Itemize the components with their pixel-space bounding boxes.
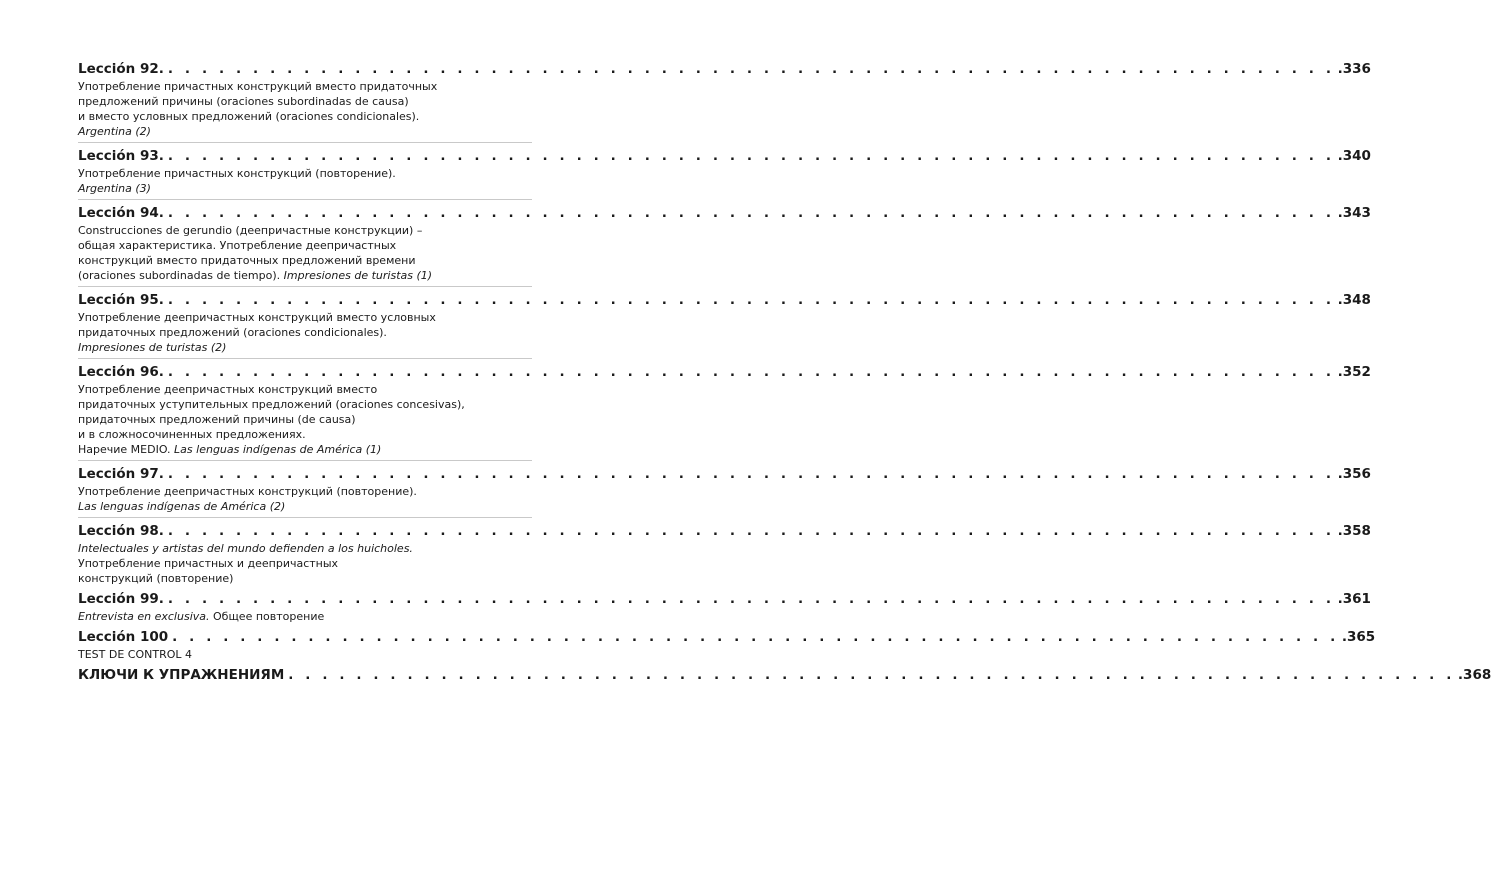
description-line	[78, 94, 532, 109]
description-line	[78, 382, 532, 397]
toc-page-number: .368	[1457, 667, 1491, 683]
toc-entry-description	[78, 484, 532, 514]
toc-entry[interactable]	[78, 60, 1371, 143]
toc-entry-answer-keys[interactable]	[78, 666, 1491, 685]
toc-entry-description	[78, 382, 532, 457]
description-line	[78, 253, 532, 268]
toc-entry-header	[78, 590, 1371, 609]
description-line	[78, 109, 532, 124]
description-line	[78, 499, 532, 514]
description-line	[78, 223, 532, 238]
italic-text: Las lenguas indígenas de América (2)	[78, 500, 286, 513]
italic-text: Las lenguas indígenas de América (1)	[174, 443, 382, 456]
description-line	[78, 556, 532, 571]
text: (oraciones subordinadas de tiempo).	[78, 269, 284, 282]
toc-entries	[78, 60, 1376, 662]
text: Общее повторение	[213, 610, 325, 623]
toc-entry-description	[78, 166, 532, 196]
toc-entry-header	[78, 204, 1371, 223]
toc-entry-header	[78, 628, 1376, 647]
toc-page-number: .361	[1337, 591, 1371, 607]
dot-leader: . . . . . . . . . . . . . . . . . . . . . . . . . . . . . . . . . . . . . . . . . . . . . . . . . . . . . . . . . . . . . . . . . . . . .	[167, 205, 1335, 221]
toc-entry-description	[78, 541, 532, 586]
toc-entry[interactable]	[78, 628, 1376, 662]
toc-entry-header	[78, 60, 1371, 79]
description-line	[78, 268, 532, 283]
description-line	[78, 484, 532, 499]
italic-text: Argentina (2)	[78, 125, 151, 138]
toc-entry-title: Lección 96.	[78, 364, 164, 380]
toc-entry[interactable]	[78, 363, 1371, 461]
italic-text: Impresiones de turistas (2)	[78, 341, 227, 354]
text: Употребление деепричастных конструкций вместо	[78, 383, 378, 396]
toc-entry-description	[78, 647, 532, 662]
toc-page-number: .356	[1337, 466, 1371, 482]
italic-text: Impresiones de turistas (1)	[283, 269, 433, 282]
text: Употребление причастных конструкций (повторение).	[78, 167, 396, 180]
toc-entry-header	[78, 363, 1371, 382]
toc-page-number: .336	[1337, 61, 1371, 77]
dot-leader: . . . . . . . . . . . . . . . . . . . . . . . . . . . . . . . . . . . . . . . . . . . . . . . . . . . . . . . . . . . . . . . . . . . . .	[167, 364, 1335, 380]
dot-leader: . . . . . . . . . . . . . . . . . . . . . . . . . . . . . . . . . . . . . . . . . . . . . . . . . . . . . . . . . . . . . . . . . . . . .	[167, 523, 1335, 539]
toc-entry-title: Lección 95.	[78, 292, 164, 308]
toc-entry-description	[78, 310, 532, 355]
text: Употребление деепричастных конструкций вместо условных	[78, 311, 436, 324]
description-line	[78, 325, 532, 340]
toc-page-number: .340	[1337, 148, 1371, 164]
toc-entry[interactable]	[78, 291, 1371, 359]
dot-leader: . . . . . . . . . . . . . . . . . . . . . . . . . . . . . . . . . . . . . . . . . . . . . . . . . . . . . . . . . . . . . . . . . . . . .	[167, 292, 1335, 308]
toc-entry-title: Lección 100	[78, 629, 169, 645]
toc-entry-title: Lección 92.	[78, 61, 164, 77]
description-line	[78, 166, 532, 181]
italic-text: Argentina (3)	[78, 182, 151, 195]
description-line	[78, 571, 532, 586]
dot-leader: . . . . . . . . . . . . . . . . . . . . . . . . . . . . . . . . . . . . . . . . . . . . . . . . . . . . . . . . . . . . . . . . . . . . .	[167, 466, 1335, 482]
toc-entry-title: Lección 94.	[78, 205, 164, 221]
text: общая характеристика. Употребление деепричастных	[78, 239, 397, 252]
toc-entry[interactable]	[78, 522, 1371, 586]
description-line	[78, 397, 532, 412]
italic-text: Entrevista en exclusiva.	[78, 610, 213, 623]
toc-page-number: .365	[1341, 629, 1376, 645]
toc-entry[interactable]	[78, 590, 1371, 624]
description-line	[78, 442, 532, 457]
text: Construcciones de gerundio (деепричастные конструкции) –	[78, 224, 423, 237]
toc-entry-header	[78, 465, 1371, 484]
text: Употребление причастных и деепричастных	[78, 557, 339, 570]
toc-entry-header	[78, 666, 1491, 685]
description-line	[78, 238, 532, 253]
dot-leader: . . . . . . . . . . . . . . . . . . . . . . . . . . . . . . . . . . . . . . . . . . . . . . . . . . . . . . . . . . . . . . . . . . . . .	[167, 148, 1335, 164]
text: и вместо условных предложений (oraciones condicionales).	[78, 110, 420, 123]
toc-entry-description	[78, 609, 532, 624]
description-line	[78, 412, 532, 427]
text: Употребление деепричастных конструкций (повторение).	[78, 485, 417, 498]
text: и в сложносочиненных предложениях.	[78, 428, 306, 441]
description-line	[78, 647, 532, 662]
toc-entry-title: КЛЮЧИ К УПРАЖНЕНИЯМ	[78, 667, 285, 683]
toc-page-number: .352	[1337, 364, 1371, 380]
italic-text: Intelectuales y artistas del mundo defienden a los huicholes.	[78, 542, 413, 555]
dot-leader: . . . . . . . . . . . . . . . . . . . . . . . . . . . . . . . . . . . . . . . . . . . . . . . . . . . . . . . . . . . . . . . . . . . . .	[172, 629, 1339, 645]
toc-entry-title: Lección 97.	[78, 466, 164, 482]
toc-page-number: .343	[1337, 205, 1371, 221]
table-of-contents	[78, 60, 1491, 689]
text: придаточных предложений (oraciones condicionales).	[78, 326, 387, 339]
description-line	[78, 340, 532, 355]
description-line	[78, 181, 532, 196]
text: конструкций вместо придаточных предложений времени	[78, 254, 416, 267]
toc-entry-header	[78, 147, 1371, 166]
toc-entry-header	[78, 522, 1371, 541]
text: придаточных предложений причины (de causa)	[78, 413, 356, 426]
dot-leader: . . . . . . . . . . . . . . . . . . . . . . . . . . . . . . . . . . . . . . . . . . . . . . . . . . . . . . . . . . . . . . . . . . . . .	[288, 667, 1455, 683]
description-line	[78, 609, 532, 624]
text: Употребление причастных конструкций вместо придаточных	[78, 80, 438, 93]
text: Наречие MEDIO.	[78, 443, 175, 456]
description-line	[78, 310, 532, 325]
toc-page-number: .348	[1337, 292, 1371, 308]
toc-entry-title: Lección 93.	[78, 148, 164, 164]
text: TEST DE CONTROL 4	[78, 648, 192, 661]
toc-entry[interactable]	[78, 204, 1371, 287]
toc-entry[interactable]	[78, 147, 1371, 200]
description-line	[78, 79, 532, 94]
description-line	[78, 427, 532, 442]
text: придаточных уступительных предложений (oraciones concesivas),	[78, 398, 465, 411]
text: конструкций (повторение)	[78, 572, 234, 585]
dot-leader: . . . . . . . . . . . . . . . . . . . . . . . . . . . . . . . . . . . . . . . . . . . . . . . . . . . . . . . . . . . . . . . . . . . . .	[167, 61, 1335, 77]
toc-entry-description	[78, 79, 532, 139]
toc-entry-title: Lección 98.	[78, 523, 164, 539]
toc-page-number: .358	[1337, 523, 1371, 539]
toc-entry[interactable]	[78, 465, 1371, 518]
dot-leader: . . . . . . . . . . . . . . . . . . . . . . . . . . . . . . . . . . . . . . . . . . . . . . . . . . . . . . . . . . . . . . . . . . . . .	[167, 591, 1335, 607]
description-line	[78, 124, 532, 139]
description-line	[78, 541, 532, 556]
toc-entry-description	[78, 223, 532, 283]
toc-entry-header	[78, 291, 1371, 310]
toc-entry-title: Lección 99.	[78, 591, 164, 607]
text: предложений причины (oraciones subordinadas de causa)	[78, 95, 409, 108]
